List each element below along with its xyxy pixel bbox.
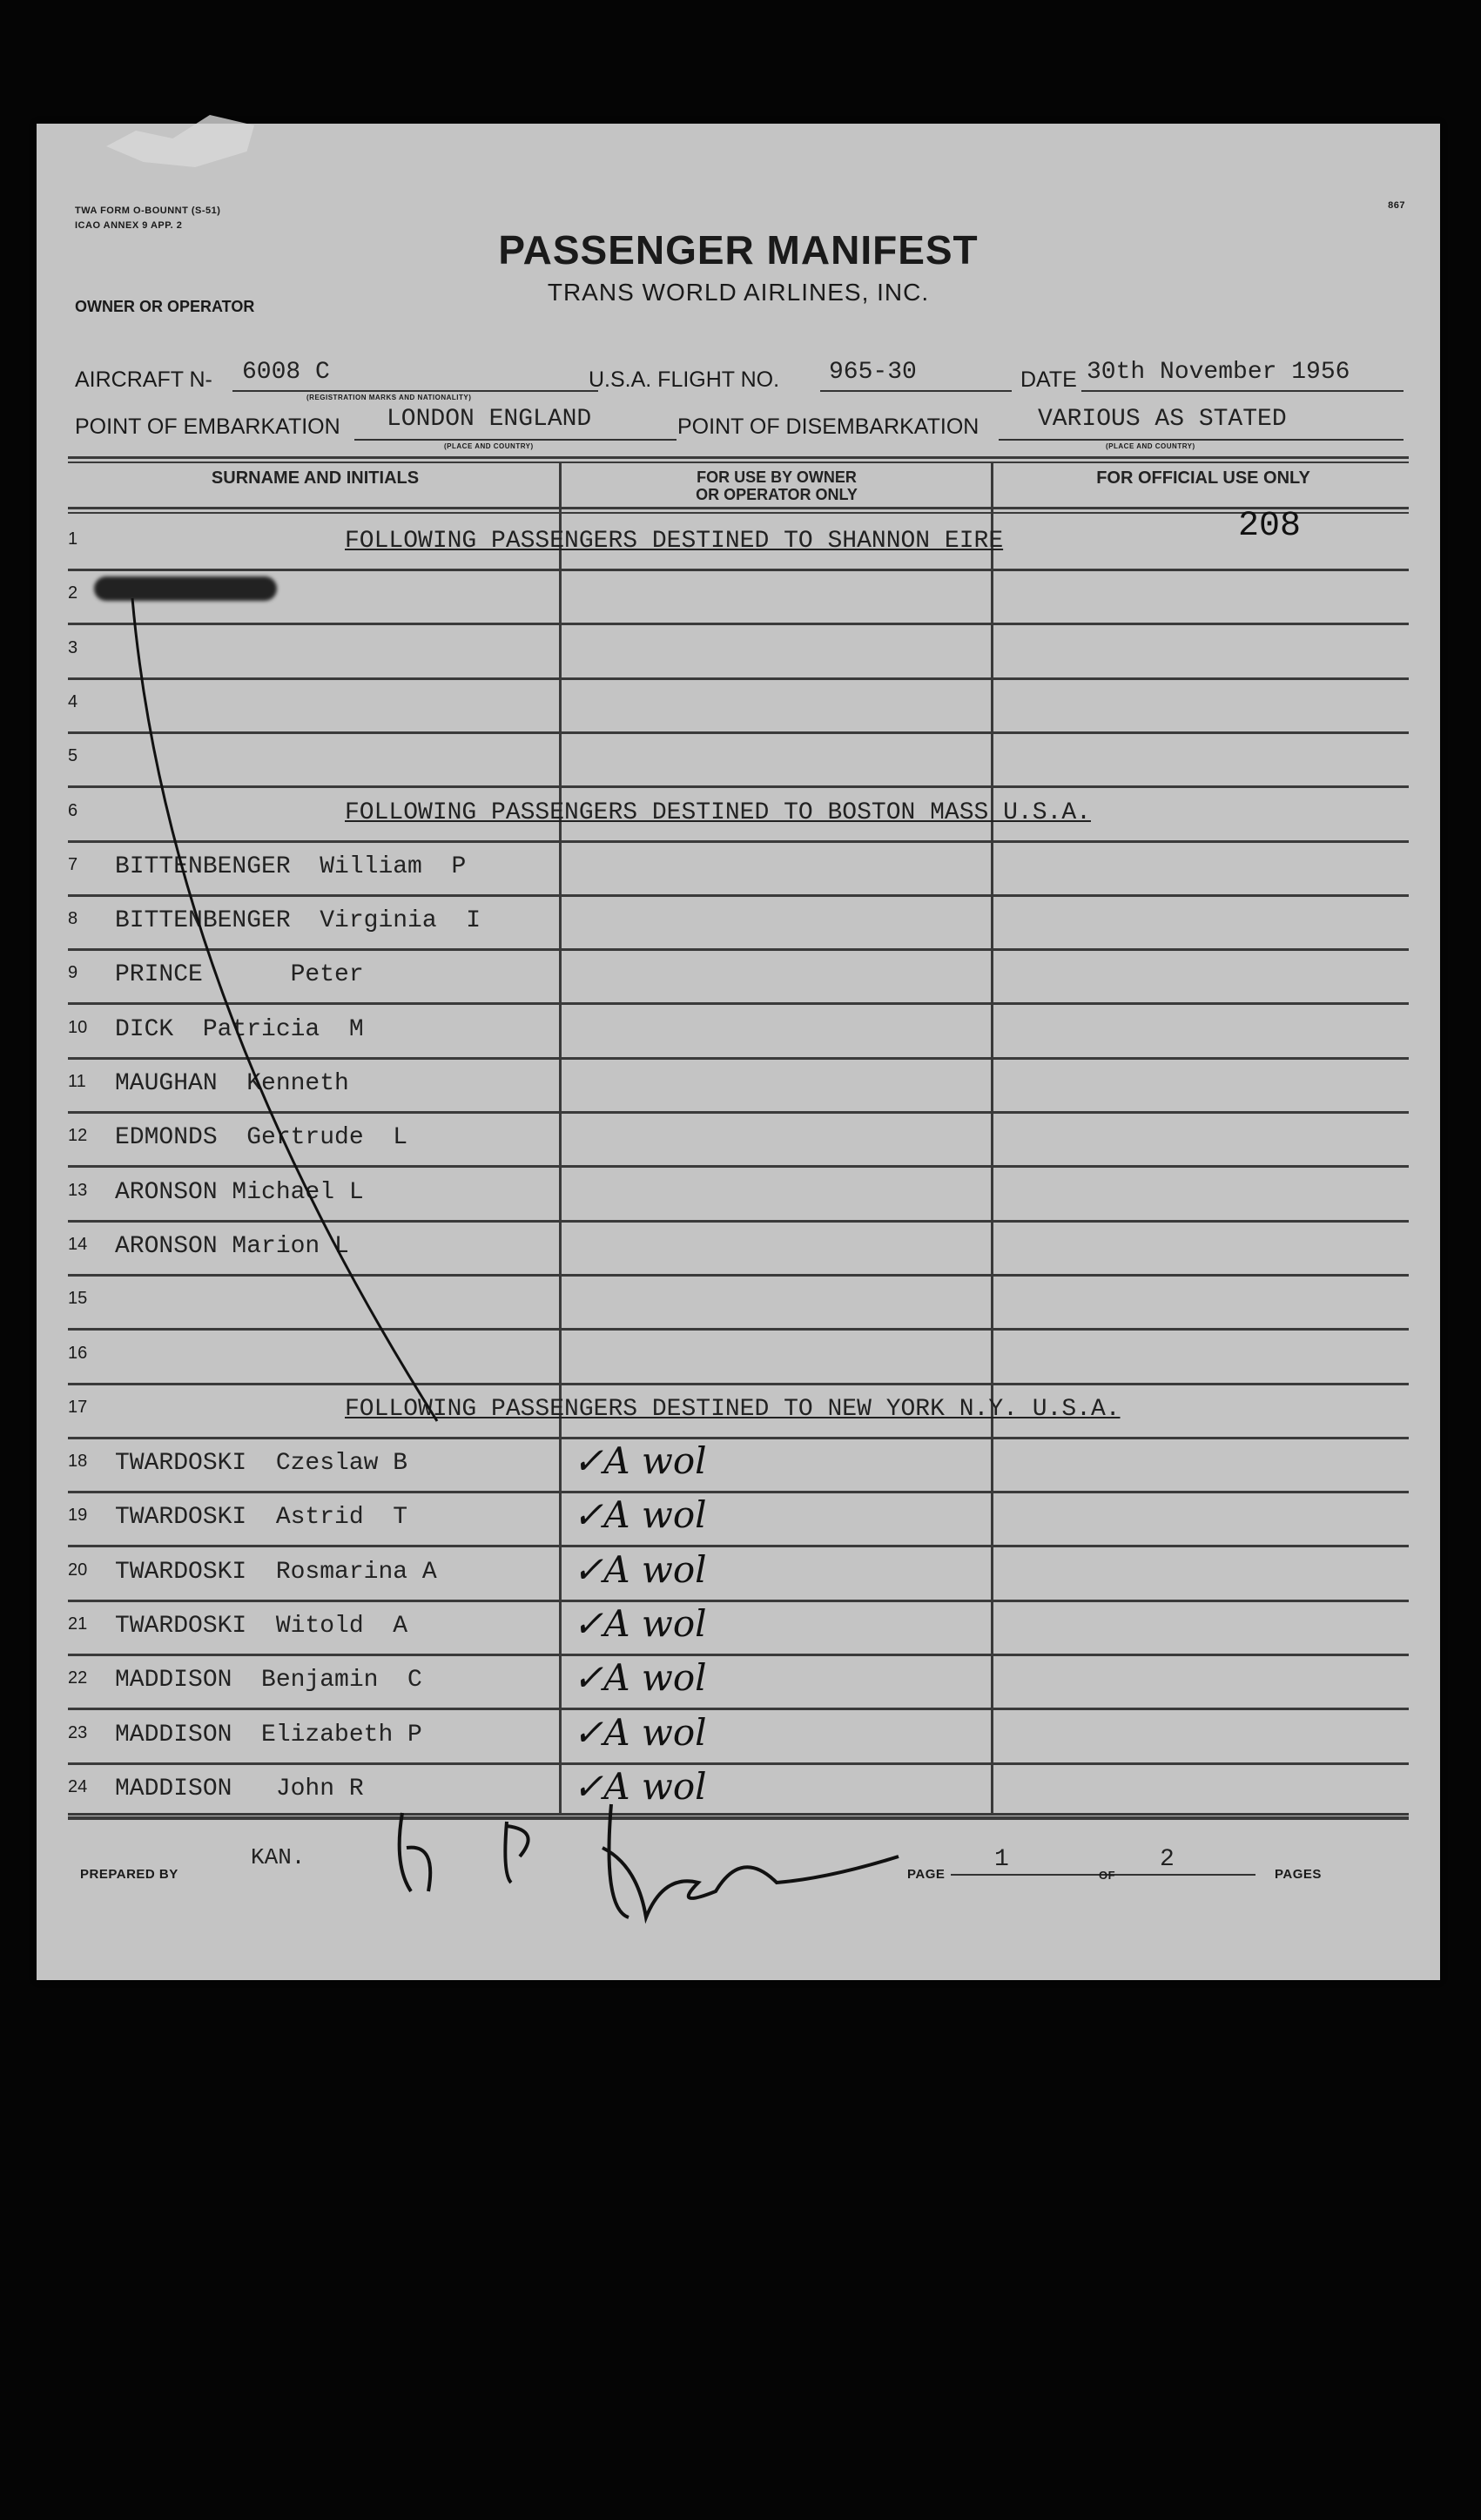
row-number: 23: [68, 1722, 88, 1742]
form-id-line-1: TWA FORM O-BOUNNT (S-51): [75, 206, 221, 216]
passenger-name: DICK Patricia M: [115, 1015, 364, 1043]
aircraft-sub: (REGISTRATION MARKS AND NATIONALITY): [306, 394, 472, 401]
passenger-name: ARONSON Marion L: [115, 1232, 349, 1260]
row-number: 22: [68, 1668, 88, 1688]
manifest-sheet: [37, 124, 1440, 1980]
column-header-operator: FOR USE BY OWNER OR OPERATOR ONLY: [696, 468, 858, 503]
date-label: DATE: [1020, 367, 1077, 392]
column-header-name: SURNAME AND INITIALS: [211, 468, 420, 488]
of-label: OF: [1099, 1869, 1116, 1882]
passenger-name: BITTENBENGER William P: [115, 852, 467, 880]
operator-mark: ✓A wol: [573, 1493, 707, 1537]
row-number: 4: [68, 691, 78, 711]
embarkation-value: LONDON ENGLAND: [387, 406, 592, 433]
passenger-name: FOLLOWING PASSENGERS DESTINED TO BOSTON MASS U.S.A.: [345, 798, 1091, 826]
row-number: 16: [68, 1343, 88, 1363]
disembarkation-value: VARIOUS AS STATED: [1038, 406, 1287, 433]
row-number: 3: [68, 637, 78, 657]
row-number: 2: [68, 583, 78, 603]
row-number: 18: [68, 1452, 88, 1472]
page-code: 867: [1388, 200, 1405, 211]
strike-line: [37, 124, 1440, 1980]
passenger-name: BITTENBENGER Virginia I: [115, 907, 481, 935]
operator-mark: ✓A wol: [573, 1710, 707, 1754]
row-number: 6: [68, 800, 78, 820]
row-number: 11: [68, 1072, 86, 1091]
date-value: 30th November 1956: [1087, 359, 1350, 386]
row-number: 12: [68, 1126, 88, 1146]
row-number: 19: [68, 1506, 88, 1526]
row-number: 15: [68, 1289, 88, 1309]
disembarkation-label: POINT OF DISEMBARKATION: [677, 414, 979, 439]
pages-label: PAGES: [1275, 1867, 1322, 1882]
passenger-name: EDMONDS Gertrude L: [115, 1124, 408, 1152]
passenger-name: FOLLOWING PASSENGERS DESTINED TO SHANNON EIRE: [345, 528, 1004, 555]
embarkation-label: POINT OF EMBARKATION: [75, 414, 340, 439]
operator-mark: ✓A wol: [573, 1439, 707, 1483]
operator-mark: ✓A wol: [573, 1656, 707, 1700]
official-number: 208: [1238, 507, 1302, 546]
embarkation-sub: (PLACE AND COUNTRY): [444, 442, 534, 450]
row-number: 10: [68, 1017, 88, 1037]
operator-mark: ✓A wol: [573, 1547, 707, 1591]
row-number: 17: [68, 1397, 88, 1417]
prepared-by-value: KAN.: [251, 1844, 306, 1870]
of-underline: [1125, 1874, 1255, 1876]
flight-label: U.S.A. FLIGHT NO.: [589, 367, 780, 392]
row-number: 20: [68, 1560, 88, 1580]
passenger-name: FOLLOWING PASSENGERS DESTINED TO NEW YORK N.Y. U.S.A.: [345, 1395, 1121, 1423]
operator-mark: ✓A wol: [573, 1764, 707, 1808]
flight-value: 965-30: [829, 359, 917, 386]
row-number: 9: [68, 963, 78, 983]
passenger-name: MADDISON Benjamin C: [115, 1667, 422, 1695]
passenger-name: TWARDOSKI Czeslaw B: [115, 1450, 408, 1478]
passenger-name: ARONSON Michael L: [115, 1178, 364, 1206]
row-number: 13: [68, 1180, 88, 1200]
page-title: PASSENGER MANIFEST: [498, 227, 979, 273]
passenger-name: MADDISON John R: [115, 1775, 364, 1802]
row-number: 24: [68, 1776, 88, 1796]
passenger-name: TWARDOSKI Astrid T: [115, 1504, 408, 1532]
aircraft-value: 6008 C: [242, 359, 330, 386]
page-label: PAGE: [907, 1867, 946, 1882]
form-id-line-2: ICAO ANNEX 9 APP. 2: [75, 220, 183, 231]
owner-label: OWNER OR OPERATOR: [75, 298, 255, 315]
operator-mark: ✓A wol: [573, 1602, 707, 1645]
row-number: 1: [68, 529, 78, 549]
passenger-name: PRINCE Peter: [115, 961, 364, 989]
signature: [341, 1796, 916, 1935]
row-number: 14: [68, 1234, 88, 1254]
passenger-name: TWARDOSKI Rosmarina A: [115, 1558, 437, 1586]
of-value: 2: [1160, 1846, 1175, 1873]
prepared-by-label: PREPARED BY: [80, 1867, 178, 1882]
passenger-name: MADDISON Elizabeth P: [115, 1721, 422, 1749]
row-number: 7: [68, 854, 78, 874]
airline-name: TRANS WORLD AIRLINES, INC.: [547, 279, 930, 306]
disembarkation-sub: (PLACE AND COUNTRY): [1106, 442, 1195, 450]
column-header-official: FOR OFFICIAL USE ONLY: [1096, 468, 1310, 488]
page-value: 1: [994, 1846, 1009, 1873]
row-number: 21: [68, 1614, 88, 1634]
row-number: 5: [68, 746, 78, 766]
row-number: 8: [68, 909, 78, 929]
passenger-name: MAUGHAN Kenneth: [115, 1070, 349, 1097]
aircraft-label: AIRCRAFT N-: [75, 367, 212, 392]
passenger-name: TWARDOSKI Witold A: [115, 1613, 408, 1640]
